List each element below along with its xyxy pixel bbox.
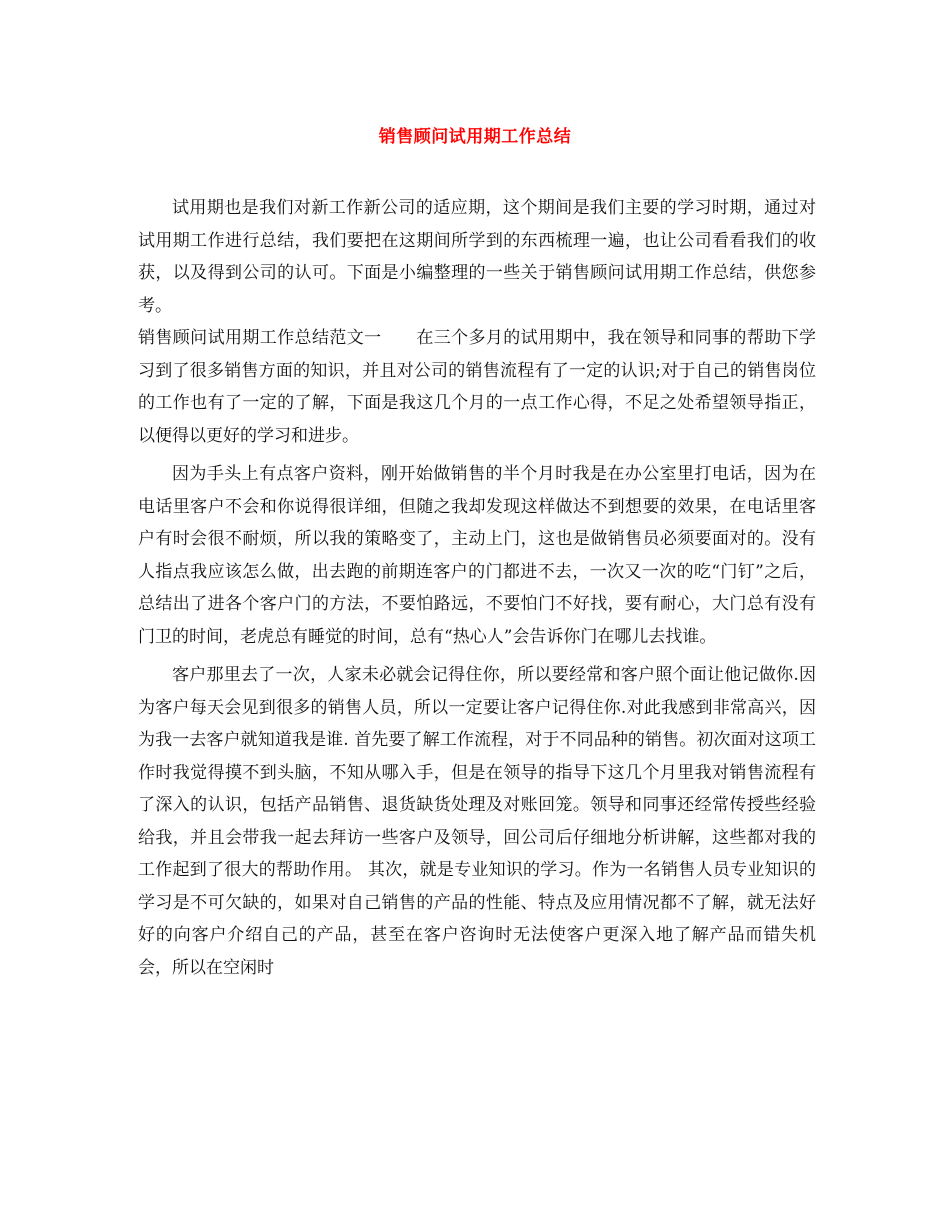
paragraph-client-visits: 客户那里去了一次，人家未必就会记得住你，所以要经常和客户照个面让他记做你.因为客户每天会见到很多的销售人员，所以一定要让客户记得住你.对此我感到非常高兴，因为我一去客户就知道我是谁. 首先要了解工作流程，对于不同品种的销售。初次面对这项工作时我觉得摸不到头脑，不知从哪入手，但是在领导的指导下这几个月里我对销售流程有了深入的认识，包括产品销售、退货缺货处理及对账回笼。领导和同事还经常传授些经验给我，并且会带我一起去拜访一些客户及领导，回公司后仔细地分析讲解，这些都对我的工作起到了很大的帮助作用。 其次，就是专业知识的学习。作为一名销售人员专业知识的学习是不可欠缺的，如果对自己销售的产品的性能、特点及应用情况都不了解，就无法好好的向客户介绍自己的产品，甚至在客户咨询时无法使客户更深入地了解产品而错失机会，所以在空闲时 — [138, 665, 816, 978]
paragraph-sample-one: 销售顾问试用期工作总结范文一 在三个多月的试用期中，我在领导和同事的帮助下学习到了很多销售方面的知识，并且对公司的销售流程有了一定的认识;对于自己的销售岗位的工作也有了一定的了解，下面是我这几个月的一点工作心得，不足之处希望领导指正，以便得以更好的学习和进步。 — [138, 328, 816, 446]
document-body — [138, 192, 816, 984]
document-title: 销售顾问试用期工作总结 — [378, 127, 572, 147]
paragraph-intro: 试用期也是我们对新工作新公司的适应期，这个期间是我们主要的学习时期，通过对试用期工作进行总结，我们要把在这期间所学到的东西梳理一遍，也让公司看看我们的收获，以及得到公司的认可。下面是小编整理的一些关于销售顾问试用期工作总结，供您参考。 — [138, 198, 816, 316]
paragraph-phone-calls: 因为手头上有点客户资料，刚开始做销售的半个月时我是在办公室里打电话，因为在电话里客户不会和你说得很详细，但随之我却发现这样做达不到想要的效果，在电话里客户有时会很不耐烦，所以我的策略变了，主动上门，这也是做销售员必须要面对的。没有人指点我应该怎么做，出去跑的前期连客户的门都进不去，一次又一次的吃“门钉”之后，总结出了进各个客户门的方法，不要怕路远，不要怕门不好找，要有耐心，大门总有没有门卫的时间，老虎总有睡觉的时间，总有“热心人”会告诉你门在哪儿去找谁。 — [138, 464, 816, 647]
